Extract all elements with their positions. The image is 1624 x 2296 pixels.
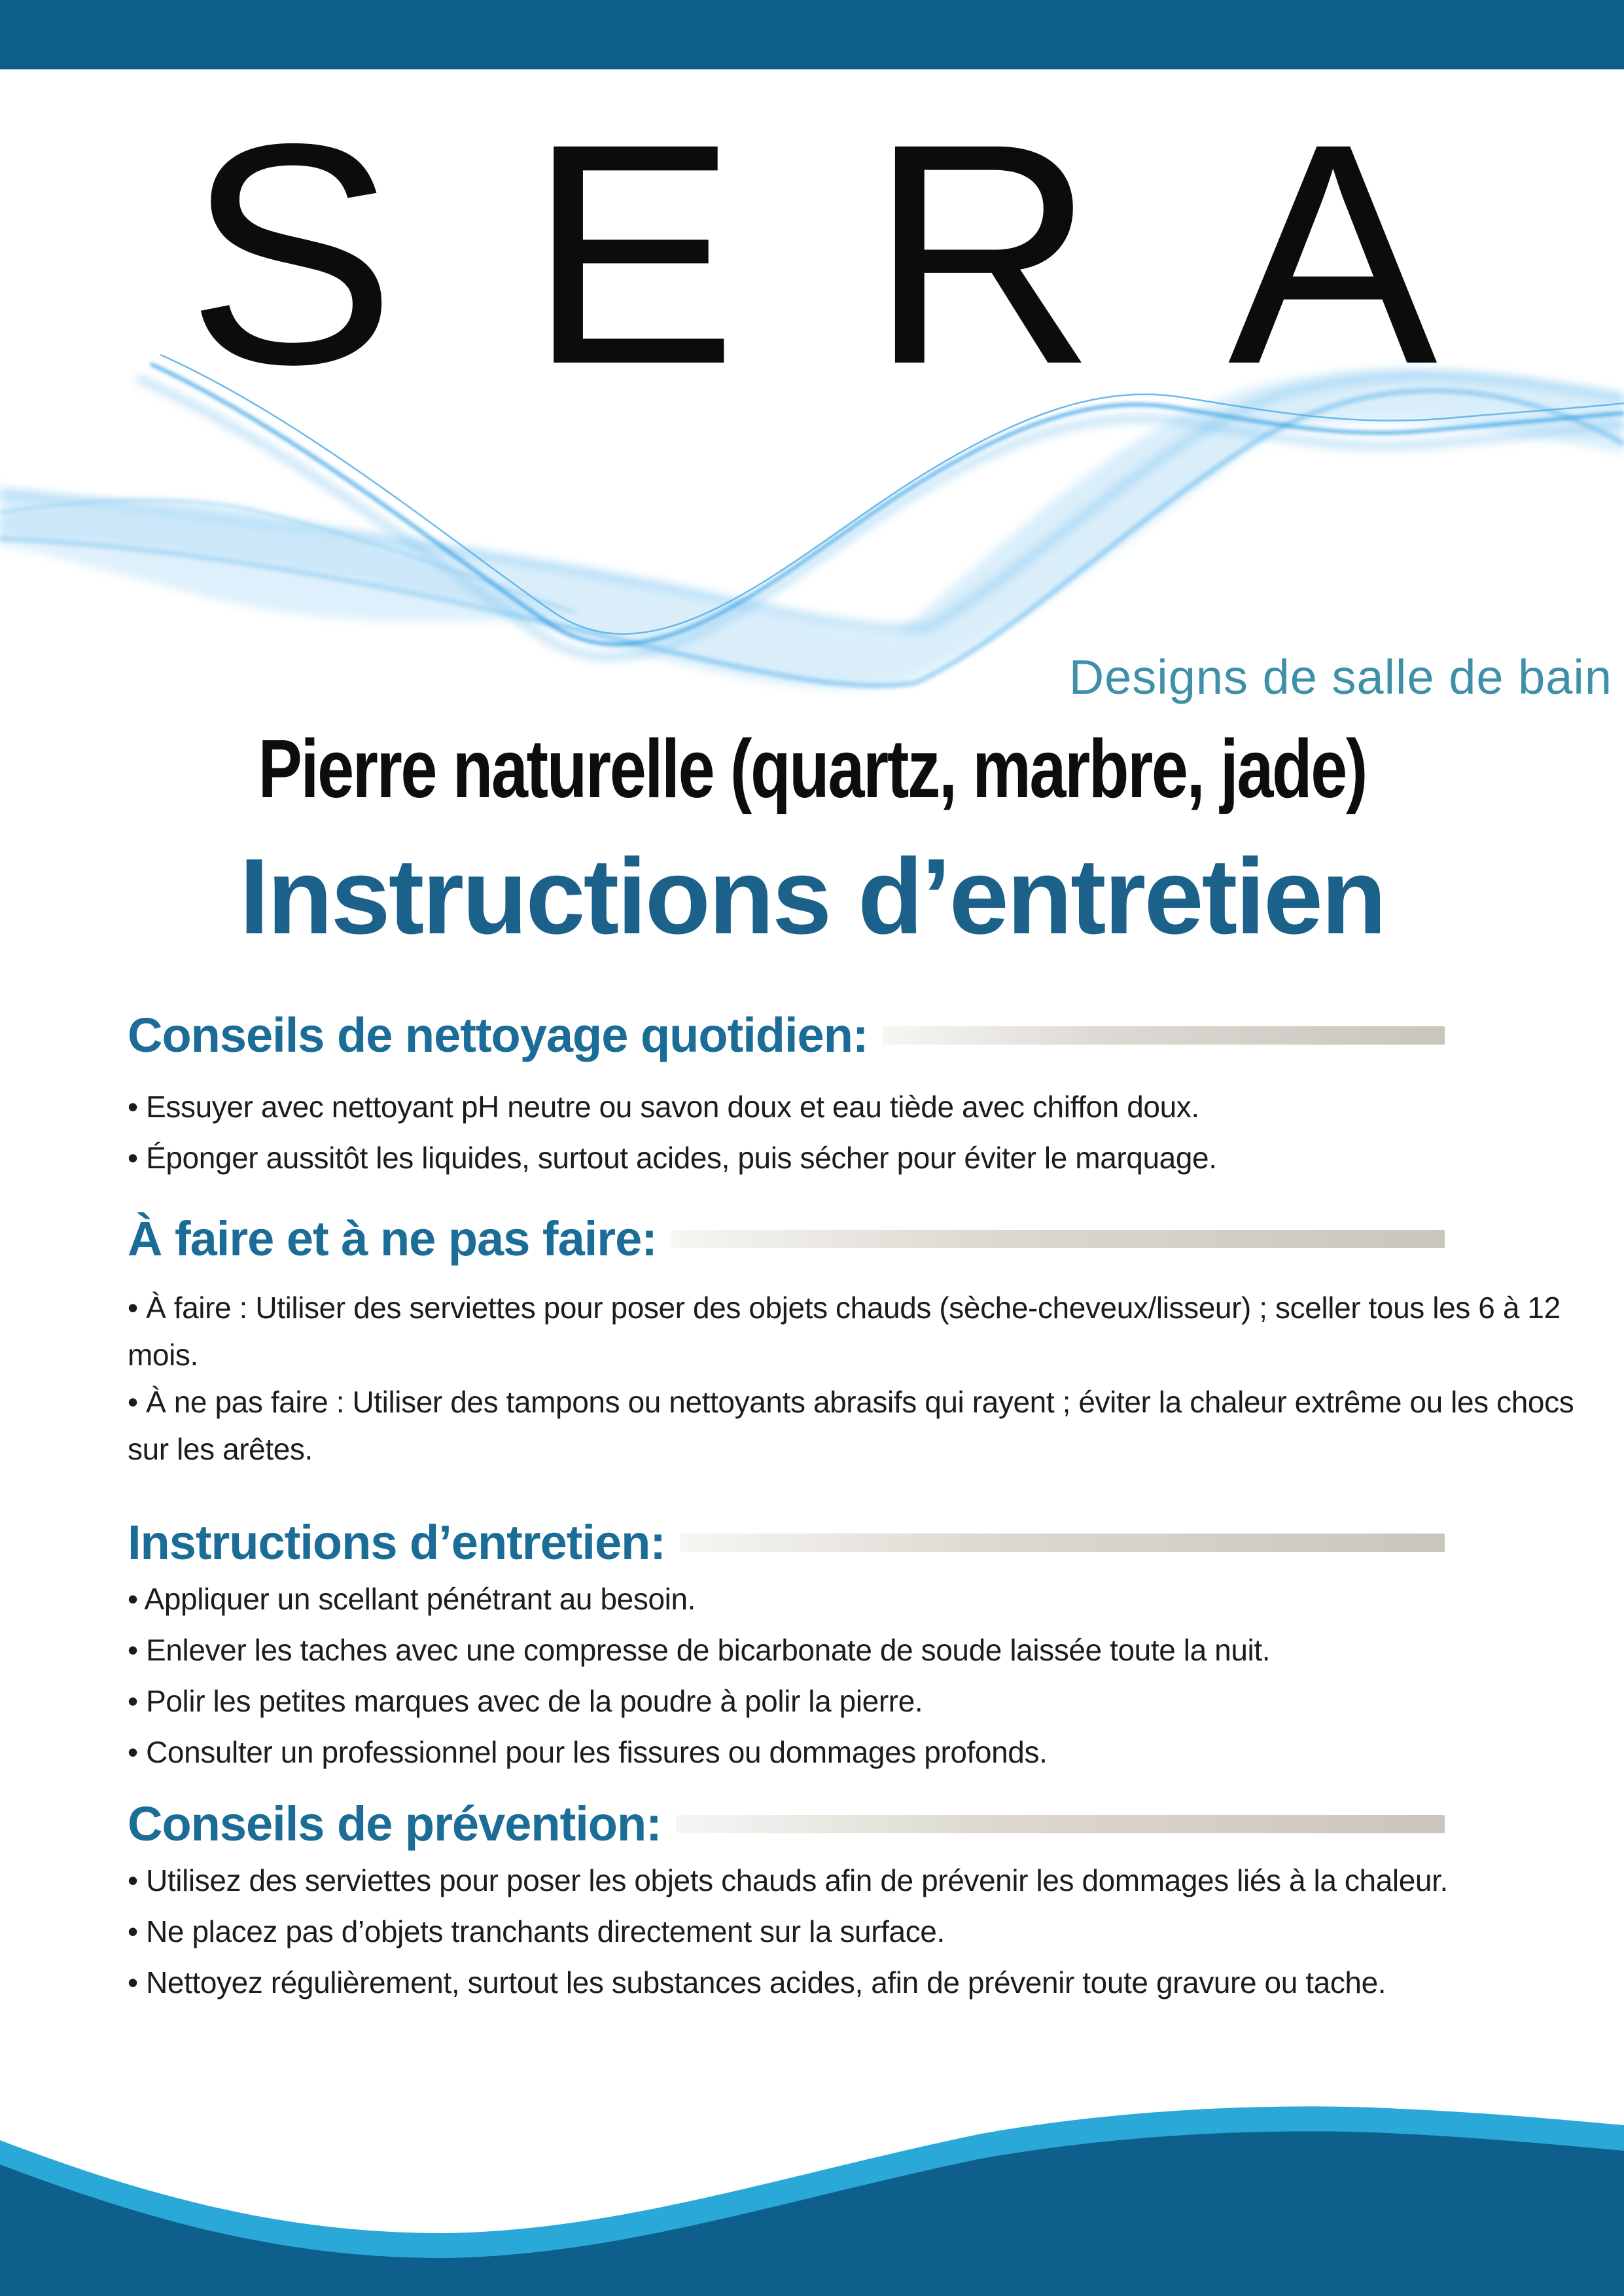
bullet-item: • Enlever les taches avec une compresse de bicarbonate de soude laissée toute la nuit. [128, 1633, 1271, 1667]
section-care-instructions-bullets [128, 1573, 1593, 1778]
heading-gradient-bar [676, 1815, 1445, 1833]
heading-gradient-bar [680, 1534, 1445, 1552]
bullet-item: • À ne pas faire : Utiliser des tampons ou nettoyants abrasifs qui rayent ; éviter la chaleur extrême ou les chocs sur les arêtes. [128, 1385, 1574, 1466]
top-banner-band [0, 0, 1624, 69]
heading-gradient-bar [883, 1026, 1445, 1045]
section-heading: À faire et à ne pas faire: [128, 1211, 657, 1266]
section-daily-cleaning [128, 1007, 1445, 1065]
section-heading: Conseils de prévention: [128, 1797, 662, 1851]
bullet-item: • Ne placez pas d’objets tranchants directement sur la surface. [128, 1914, 945, 1948]
bullet-item: • À faire : Utiliser des serviettes pour poser des objets chauds (sèche-cheveux/lisseur) ; sceller tous les 6 à 12 mois. [128, 1291, 1561, 1372]
material-subtitle-text: Pierre naturelle (quartz, marbre, jade) [258, 723, 1366, 815]
footer-wave-graphic [0, 2094, 1624, 2296]
section-daily-cleaning-bullets [128, 1081, 1593, 1183]
bullet-item: • Utilisez des serviettes pour poser les objets chauds afin de prévenir les dommages liés à la chaleur. [128, 1863, 1448, 1897]
brand-tagline: Designs de salle de bain [1068, 650, 1612, 704]
page-title: Instructions d’entretien [239, 836, 1385, 956]
brand-logo: SERA [186, 78, 1570, 429]
section-heading: Instructions d’entretien: [128, 1515, 665, 1570]
heading-gradient-bar [671, 1230, 1445, 1248]
section-heading: Conseils de nettoyage quotidien: [128, 1008, 868, 1062]
bullet-item: • Éponger aussitôt les liquides, surtout acides, puis sécher pour éviter le marquage. [128, 1141, 1217, 1175]
section-prevention-tips-bullets [128, 1855, 1593, 2008]
bullet-item: • Essuyer avec nettoyant pH neutre ou savon doux et eau tiède avec chiffon doux. [128, 1090, 1199, 1124]
section-dos-donts [128, 1210, 1445, 1268]
bullet-item: • Consulter un professionnel pour les fissures ou dommages profonds. [128, 1735, 1048, 1769]
material-subtitle [0, 724, 1624, 815]
bullet-item: • Nettoyez régulièrement, surtout les substances acides, afin de prévenir toute gravure ou tache. [128, 1965, 1386, 2000]
section-prevention-tips [128, 1795, 1445, 1854]
bullet-item: • Appliquer un scellant pénétrant au besoin. [128, 1582, 696, 1616]
section-dos-donts-bullets [128, 1284, 1593, 1473]
bullet-item: • Polir les petites marques avec de la poudre à polir la pierre. [128, 1684, 923, 1718]
section-care-instructions [128, 1514, 1445, 1572]
